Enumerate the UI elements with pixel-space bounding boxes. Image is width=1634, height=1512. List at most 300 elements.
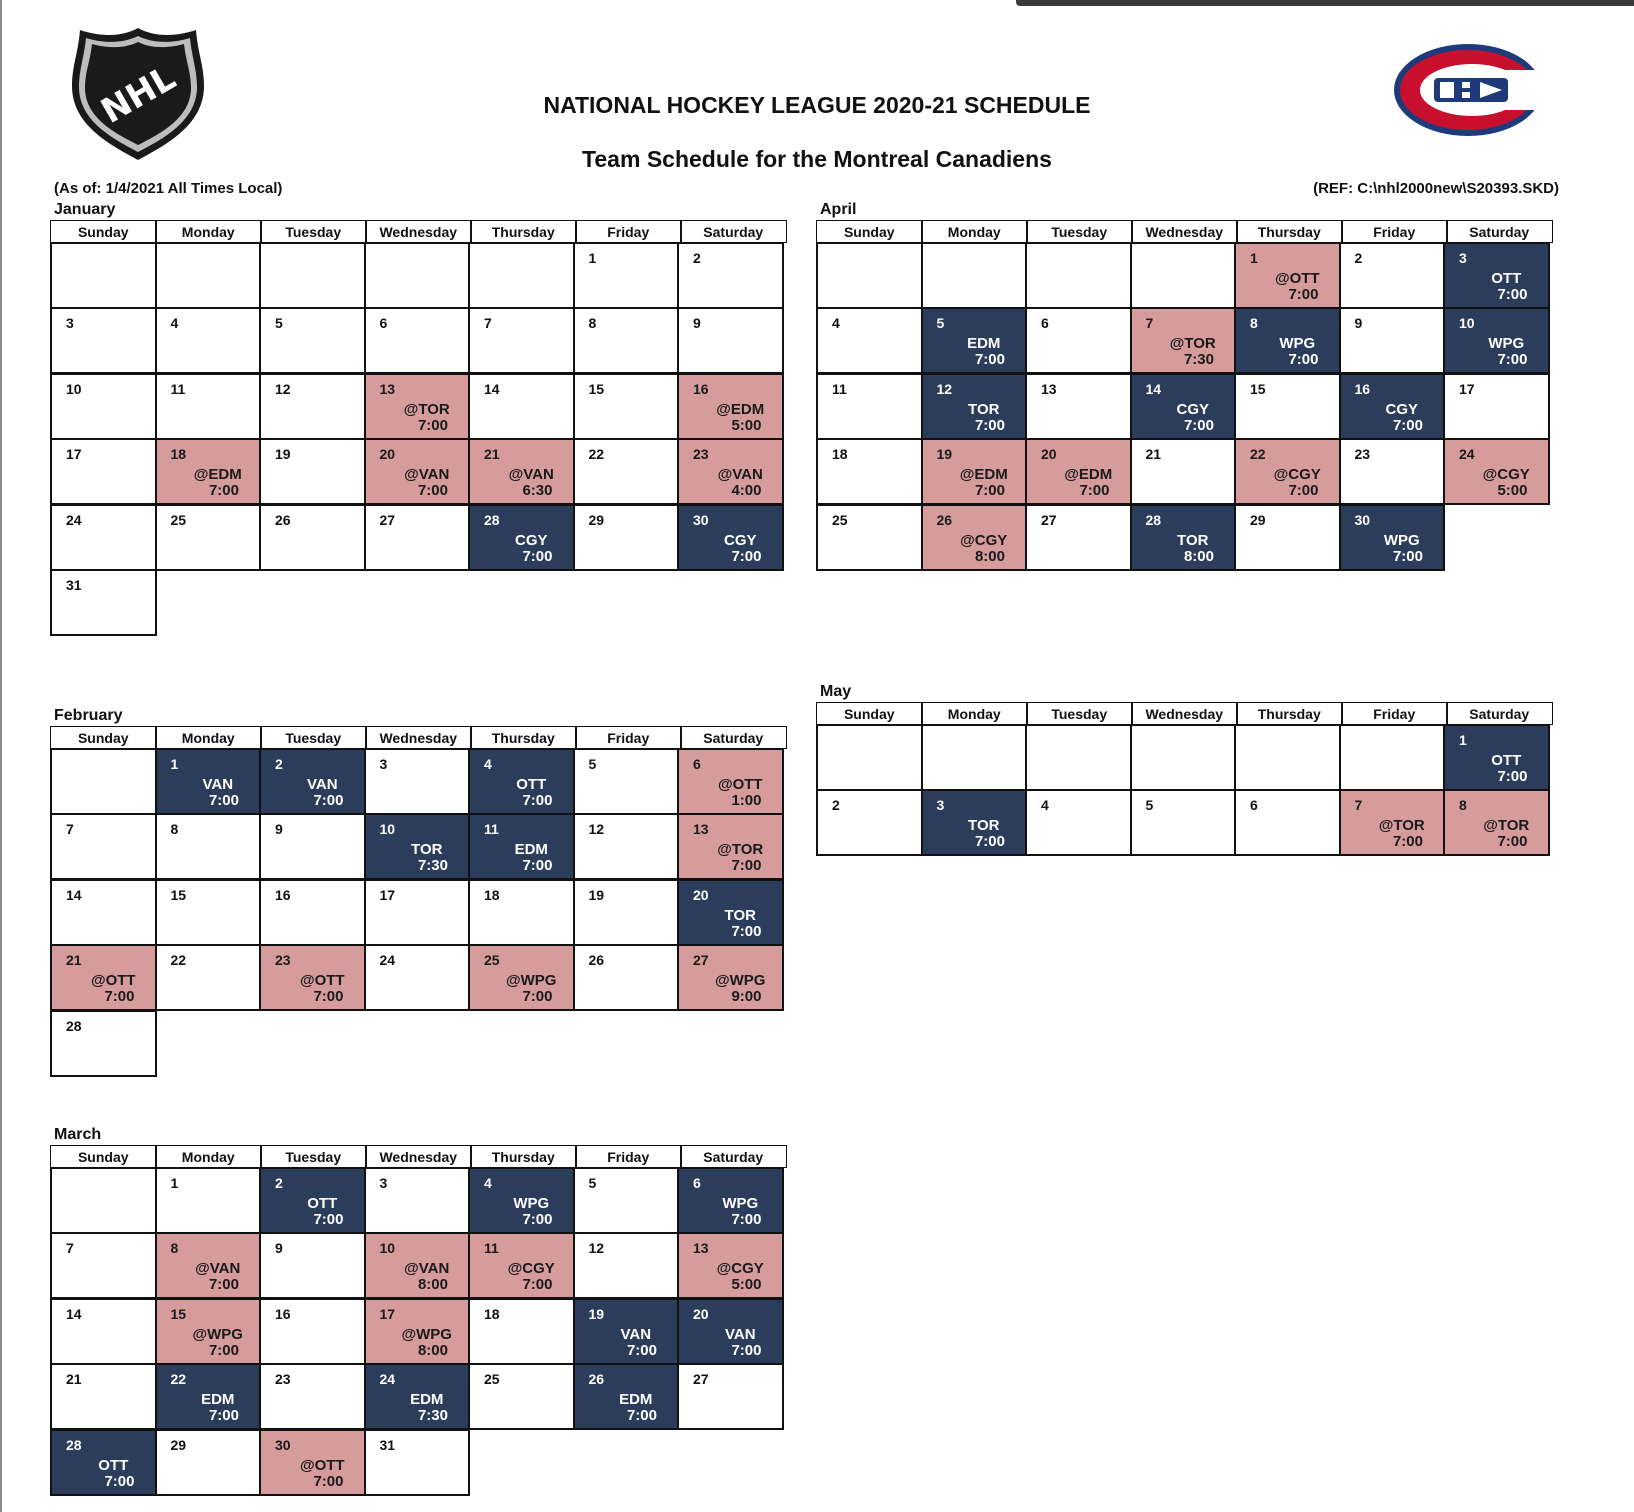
weekday-header-row	[816, 702, 1562, 725]
away-game-cell	[364, 438, 471, 505]
day-number: 1	[1459, 731, 1467, 748]
weekday-header: Saturday	[680, 726, 787, 749]
day-number: 31	[66, 577, 82, 593]
day-number: 18	[484, 1305, 500, 1322]
month-name: January	[54, 201, 116, 218]
opponent-label: WPG	[1488, 335, 1525, 352]
day-number: 3	[66, 315, 74, 331]
opponent-label: TOR	[968, 400, 1000, 418]
day-cell	[155, 944, 262, 1011]
weekday-header: Wednesday	[1131, 702, 1238, 725]
day-cell	[259, 438, 366, 505]
weekday-header: Sunday	[816, 220, 923, 243]
day-cell	[816, 307, 923, 374]
opponent-label: OTT	[516, 775, 547, 793]
opponent-label: @VAN	[195, 1260, 241, 1277]
day-number: 26	[936, 511, 953, 528]
page-left-border	[0, 0, 2, 1512]
empty-day-cell	[50, 1167, 157, 1234]
opponent-label: OTT	[98, 1456, 129, 1474]
day-cell	[573, 504, 680, 571]
opponent-label: @OTT	[1274, 269, 1320, 287]
day-cell	[1025, 789, 1132, 856]
day-number: 5	[588, 1174, 597, 1191]
day-number: 4	[170, 315, 179, 331]
weekday-header: Tuesday	[260, 1145, 367, 1168]
calendar-grid	[816, 220, 1562, 571]
day-cell	[816, 373, 923, 440]
game-time: 6:30	[522, 482, 553, 499]
calendar-week	[816, 438, 1562, 505]
home-game-cell	[1234, 307, 1341, 374]
day-cell	[1339, 438, 1446, 505]
away-game-cell	[677, 813, 784, 880]
day-number: 3	[379, 755, 388, 772]
game-time: 9:00	[731, 988, 762, 1005]
day-cell	[1025, 504, 1132, 571]
home-game-cell	[155, 1363, 262, 1430]
blank-slot	[1443, 504, 1550, 571]
day-number: 20	[693, 1305, 709, 1322]
opponent-label: @VAN	[404, 1260, 450, 1277]
game-time: 7:00	[974, 416, 1005, 434]
day-number: 10	[379, 821, 396, 837]
day-cell	[155, 879, 262, 946]
day-number: 21	[484, 446, 500, 462]
month-may	[816, 682, 1562, 856]
reference-note: (REF: C:\nhl2000new\S20393.SKD)	[1313, 180, 1559, 197]
day-cell	[1025, 307, 1132, 374]
day-cell	[259, 504, 366, 571]
day-number: 7	[66, 1240, 74, 1256]
opponent-label: CGY	[1385, 400, 1418, 418]
canadiens-logo	[1390, 40, 1550, 140]
weekday-header: Monday	[155, 220, 262, 243]
day-number: 29	[1250, 511, 1266, 528]
game-time: 8:00	[1183, 547, 1214, 565]
day-cell	[155, 1167, 262, 1234]
away-game-cell	[1443, 789, 1550, 856]
away-game-cell	[468, 944, 575, 1011]
day-cell	[50, 307, 157, 374]
day-number: 24	[1459, 446, 1475, 462]
calendar-week	[50, 1232, 796, 1299]
away-game-cell	[921, 504, 1028, 571]
game-time: 7:00	[1288, 482, 1319, 499]
game-time: 7:00	[1392, 547, 1423, 565]
day-cell	[1443, 373, 1550, 440]
weekday-header: Saturday	[680, 220, 787, 243]
day-number: 11	[484, 1240, 499, 1256]
home-game-cell	[921, 789, 1028, 856]
day-number: 11	[832, 380, 847, 397]
empty-day-cell	[468, 242, 575, 309]
day-cell	[573, 1232, 680, 1299]
day-number: 10	[379, 1240, 396, 1256]
game-time: 7:00	[417, 416, 448, 434]
opponent-label: OTT	[307, 1194, 338, 1212]
day-number: 16	[275, 1305, 291, 1322]
home-game-cell	[468, 504, 575, 571]
day-number: 8	[170, 821, 179, 837]
opponent-label: CGY	[723, 531, 757, 549]
empty-day-cell	[50, 748, 157, 815]
day-cell	[1130, 789, 1237, 856]
calendar-grid	[50, 1145, 796, 1496]
home-game-cell	[155, 748, 262, 815]
opponent-label: @VAN	[404, 466, 450, 483]
game-time: 7:00	[522, 791, 553, 809]
day-cell	[468, 373, 575, 440]
away-game-cell	[155, 438, 262, 505]
opponent-label: @OTT	[717, 775, 763, 793]
day-cell	[50, 879, 157, 946]
day-cell	[259, 813, 366, 880]
weekday-header-row	[50, 726, 796, 749]
away-game-cell	[677, 438, 784, 505]
day-number: 3	[936, 797, 945, 813]
day-number: 4	[484, 1174, 492, 1191]
day-number: 16	[693, 380, 709, 397]
day-number: 5	[936, 315, 945, 331]
day-cell	[1234, 373, 1341, 440]
day-cell	[1234, 789, 1341, 856]
opponent-label: OTT	[1491, 269, 1522, 287]
day-cell	[364, 1429, 471, 1496]
game-time: 7:00	[1288, 351, 1319, 368]
game-time: 7:00	[522, 1276, 553, 1293]
weekday-header: Sunday	[50, 1145, 157, 1168]
day-number: 11	[170, 380, 186, 397]
calendar-week	[50, 569, 796, 636]
weekday-header: Thursday	[470, 220, 577, 243]
day-number: 9	[693, 315, 701, 331]
opponent-label: @TOR	[1169, 335, 1216, 352]
weekday-header: Sunday	[50, 220, 157, 243]
day-cell	[259, 1363, 366, 1430]
away-game-cell	[1339, 789, 1446, 856]
away-game-cell	[468, 438, 575, 505]
day-cell	[259, 1298, 366, 1365]
calendar-grid	[816, 702, 1562, 856]
day-number: 8	[588, 315, 597, 331]
day-cell	[50, 569, 157, 636]
day-number: 4	[484, 755, 492, 772]
opponent-label: @TOR	[717, 841, 764, 858]
day-number: 11	[484, 821, 499, 837]
day-number: 28	[66, 1436, 82, 1453]
day-number: 22	[170, 1371, 187, 1387]
opponent-label: VAN	[620, 1325, 652, 1343]
day-number: 22	[588, 446, 605, 462]
home-game-cell	[364, 813, 471, 880]
day-number: 25	[832, 511, 848, 528]
day-number: 13	[379, 380, 396, 397]
opponent-label: WPG	[1279, 335, 1316, 352]
day-cell	[573, 373, 680, 440]
day-number: 18	[832, 446, 848, 462]
home-game-cell	[468, 1167, 575, 1234]
day-number: 7	[1145, 315, 1154, 331]
empty-day-cell	[1025, 724, 1132, 791]
day-number: 29	[588, 511, 605, 528]
day-number: 2	[1354, 249, 1363, 266]
empty-day-cell	[1339, 724, 1446, 791]
day-number: 28	[484, 511, 500, 528]
home-game-cell	[468, 813, 575, 880]
weekday-header: Sunday	[816, 702, 923, 725]
day-number: 27	[693, 952, 709, 968]
opponent-label: VAN	[306, 775, 338, 793]
calendar-week	[50, 373, 796, 440]
day-number: 4	[1041, 797, 1049, 813]
game-time: 7:00	[208, 791, 239, 809]
day-number: 7	[484, 315, 492, 331]
day-number: 15	[1250, 380, 1266, 397]
home-game-cell	[1130, 373, 1237, 440]
game-time: 7:00	[626, 1407, 657, 1424]
day-number: 6	[1250, 797, 1258, 813]
day-number: 5	[1145, 797, 1154, 813]
day-number: 2	[275, 1174, 283, 1191]
weekday-header: Friday	[1341, 220, 1448, 243]
game-time: 7:00	[731, 1341, 762, 1359]
game-time: 5:00	[731, 1276, 762, 1293]
home-game-cell	[259, 748, 366, 815]
game-time: 7:00	[1497, 351, 1528, 368]
day-number: 4	[832, 315, 840, 331]
day-number: 31	[379, 1436, 396, 1453]
game-time: 7:00	[731, 547, 762, 565]
day-number: 5	[588, 755, 597, 772]
game-time: 7:30	[417, 1407, 448, 1424]
calendar-grid	[50, 726, 796, 1077]
calendar-week	[50, 1429, 796, 1496]
day-number: 19	[588, 886, 605, 903]
weekday-header: Friday	[575, 726, 682, 749]
day-cell	[259, 1232, 366, 1299]
home-game-cell	[50, 1429, 157, 1496]
home-game-cell	[1339, 504, 1446, 571]
day-number: 16	[1354, 380, 1371, 397]
game-time: 7:30	[1183, 351, 1214, 368]
opponent-label: @WPG	[715, 972, 766, 989]
opponent-label: WPG	[722, 1194, 759, 1212]
home-game-cell	[1130, 504, 1237, 571]
day-cell	[573, 1167, 680, 1234]
weekday-header: Friday	[575, 220, 682, 243]
weekday-header: Monday	[155, 726, 262, 749]
day-number: 25	[484, 1371, 500, 1387]
away-game-cell	[259, 944, 366, 1011]
opponent-label: @TOR	[1378, 817, 1425, 834]
game-time: 7:30	[417, 857, 448, 874]
home-game-cell	[677, 879, 784, 946]
day-cell	[155, 373, 262, 440]
opponent-label: @CGY	[960, 531, 1008, 549]
day-cell	[816, 504, 923, 571]
day-number: 24	[379, 1371, 396, 1387]
game-time: 7:00	[1079, 482, 1110, 499]
day-number: 8	[1459, 797, 1467, 813]
day-number: 9	[275, 821, 283, 837]
opponent-label: EDM	[967, 335, 1001, 352]
blank-slot	[468, 1010, 575, 1077]
day-number: 14	[66, 886, 82, 903]
weekday-header: Monday	[921, 702, 1028, 725]
away-game-cell	[364, 1232, 471, 1299]
day-number: 3	[1459, 249, 1467, 266]
away-game-cell	[468, 1232, 575, 1299]
calendar-week	[50, 504, 796, 571]
blank-slot	[573, 569, 680, 636]
opponent-label: WPG	[513, 1194, 550, 1212]
day-cell	[155, 1429, 262, 1496]
game-time: 7:00	[313, 791, 344, 809]
weekday-header: Wednesday	[365, 220, 472, 243]
game-time: 7:00	[522, 1210, 553, 1228]
home-game-cell	[1443, 724, 1550, 791]
day-cell	[155, 504, 262, 571]
calendar-week	[816, 373, 1562, 440]
day-number: 1	[170, 755, 179, 772]
day-number: 23	[275, 1371, 291, 1387]
day-number: 2	[693, 249, 701, 266]
opponent-label: @CGY	[716, 1260, 764, 1277]
home-game-cell	[1443, 307, 1550, 374]
day-number: 6	[693, 755, 701, 772]
home-game-cell	[573, 1363, 680, 1430]
calendar-grid	[50, 220, 796, 636]
day-cell	[155, 307, 262, 374]
day-number: 5	[275, 315, 283, 331]
opponent-label: @EDM	[959, 466, 1008, 483]
calendar-week	[50, 944, 796, 1011]
home-game-cell	[573, 1298, 680, 1365]
day-cell	[573, 813, 680, 880]
day-number: 12	[588, 821, 605, 837]
day-cell	[364, 748, 471, 815]
day-cell	[1025, 373, 1132, 440]
day-cell	[816, 789, 923, 856]
opponent-label: WPG	[1383, 531, 1420, 549]
day-cell	[259, 307, 366, 374]
day-number: 8	[170, 1240, 179, 1256]
empty-day-cell	[921, 724, 1028, 791]
day-cell	[677, 1363, 784, 1430]
day-cell	[468, 307, 575, 374]
day-number: 20	[1041, 446, 1057, 462]
calendar-week	[816, 789, 1562, 856]
weekday-header: Wednesday	[365, 1145, 472, 1168]
day-number: 23	[693, 446, 709, 462]
day-number: 2	[275, 755, 283, 772]
opponent-label: @TOR	[1483, 817, 1530, 834]
game-time: 8:00	[417, 1341, 448, 1359]
blank-slot	[677, 1429, 784, 1496]
game-time: 7:00	[104, 988, 135, 1005]
day-cell	[816, 438, 923, 505]
day-number: 8	[1250, 315, 1258, 331]
blank-slot	[364, 569, 471, 636]
game-time: 7:00	[1183, 416, 1214, 434]
game-time: 7:00	[208, 1407, 239, 1424]
day-number: 7	[66, 821, 74, 837]
day-number: 12	[588, 1240, 605, 1256]
day-number: 17	[379, 1305, 396, 1322]
blank-slot	[364, 1010, 471, 1077]
blank-slot	[155, 569, 262, 636]
away-game-cell	[1130, 307, 1237, 374]
empty-day-cell	[1130, 724, 1237, 791]
day-number: 21	[1145, 446, 1162, 462]
opponent-label: @WPG	[192, 1325, 243, 1343]
blank-slot	[677, 569, 784, 636]
day-number: 23	[275, 952, 291, 968]
away-game-cell	[1443, 438, 1550, 505]
home-game-cell	[921, 373, 1028, 440]
away-game-cell	[364, 1298, 471, 1365]
day-cell	[677, 307, 784, 374]
day-number: 23	[1354, 446, 1371, 462]
away-game-cell	[1025, 438, 1132, 505]
day-number: 27	[1041, 511, 1057, 528]
away-game-cell	[677, 944, 784, 1011]
day-number: 27	[379, 511, 396, 528]
day-number: 25	[484, 952, 500, 968]
day-number: 15	[588, 380, 605, 397]
weekday-header: Saturday	[680, 1145, 787, 1168]
day-number: 7	[1354, 797, 1363, 813]
opponent-label: TOR	[1177, 531, 1209, 549]
opponent-label: @EDM	[716, 400, 765, 418]
opponent-label: @WPG	[401, 1325, 452, 1343]
away-game-cell	[50, 944, 157, 1011]
opponent-label: EDM	[514, 841, 548, 858]
day-number: 18	[484, 886, 500, 903]
game-time: 7:00	[522, 547, 553, 565]
weekday-header: Saturday	[1446, 220, 1553, 243]
blank-slot	[155, 1010, 262, 1077]
game-time: 7:00	[974, 482, 1005, 499]
day-number: 28	[66, 1017, 82, 1034]
opponent-label: EDM	[619, 1391, 653, 1408]
away-game-cell	[155, 1298, 262, 1365]
day-number: 22	[1250, 446, 1266, 462]
day-number: 30	[275, 1436, 291, 1453]
day-number: 1	[170, 1174, 179, 1191]
away-game-cell	[364, 373, 471, 440]
day-cell	[677, 242, 784, 309]
day-cell	[573, 307, 680, 374]
weekday-header: Tuesday	[1026, 702, 1133, 725]
opponent-label: @VAN	[508, 466, 554, 483]
weekday-header: Thursday	[1236, 220, 1343, 243]
weekday-header: Tuesday	[260, 726, 367, 749]
game-time: 7:00	[731, 922, 762, 940]
game-time: 8:00	[417, 1276, 448, 1293]
home-game-cell	[468, 748, 575, 815]
home-game-cell	[364, 1363, 471, 1430]
opponent-label: @VAN	[717, 466, 763, 483]
opponent-label: VAN	[724, 1325, 756, 1343]
day-number: 29	[170, 1436, 187, 1453]
page-subtitle: Team Schedule for the Montreal Canadiens	[582, 146, 1052, 172]
game-time: 7:00	[1497, 767, 1528, 785]
day-cell	[364, 879, 471, 946]
weekday-header: Friday	[1341, 702, 1448, 725]
home-game-cell	[677, 504, 784, 571]
